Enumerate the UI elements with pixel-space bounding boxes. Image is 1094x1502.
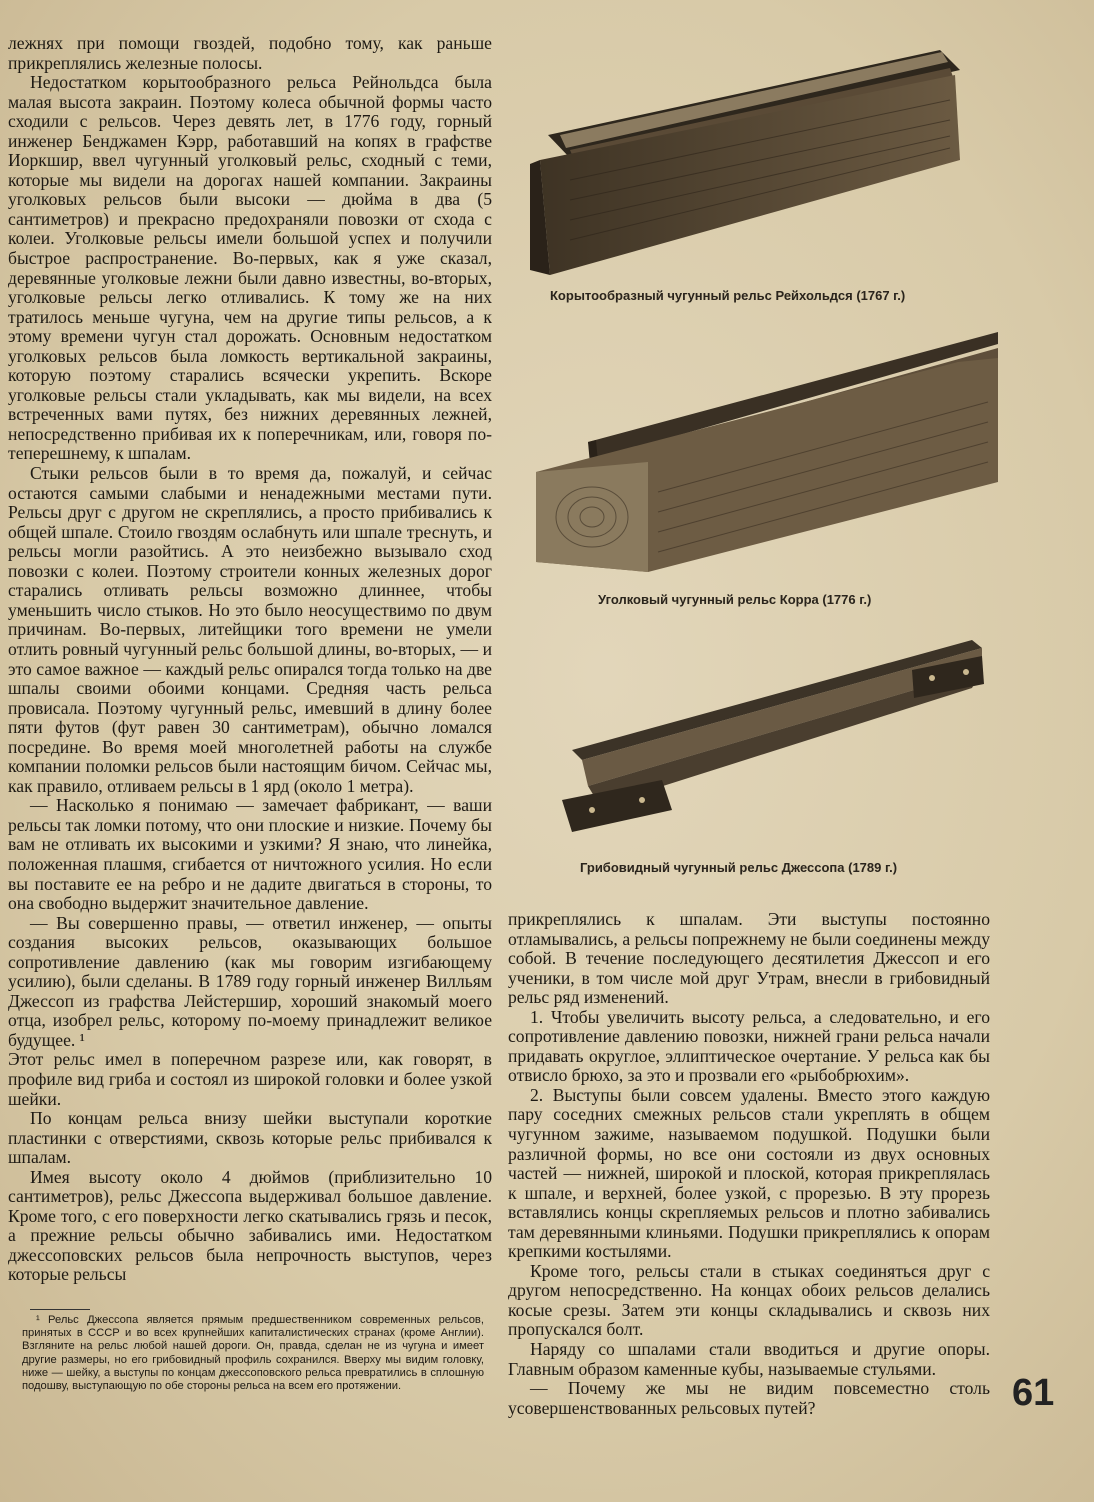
paragraph: Имея высоту около 4 дюймов (приблизительно 10 сантиметров), рельс Джессопа выдерживал большое давление. Кроме того, с его поверхности легко скатывались грязь и песок, а прежние рельсы обычно забивались ими. Недостатком джессоповских рельсов была непрочность выступов, через которые рельсы — [8, 1166, 492, 1285]
paragraph: — Почему же мы не видим повсеместно столь усовершенствованных рельсовых путей? — [508, 1378, 990, 1418]
figure-mushroom-rail — [552, 610, 1002, 850]
angle-rail-illustration — [528, 322, 1008, 582]
paragraph: — Насколько я понимаю — замечает фабрикант, — ваши рельсы так ломки потому, что они плоские и низкие. Почему бы вам не отливать их высокими и узкими? Я знаю, что линейка, положенная плашмя, сгибается от ничтожного усилия. Но если вы поставите ее на ребро и не дадите двигаться в стороны, то она свободно выдержит значительное давление. — [8, 795, 492, 914]
paragraph: Наряду со шпалами стали вводиться и другие опоры. Главным образом каменные кубы, называемые стульями. — [508, 1339, 990, 1379]
paragraph: лежнях при помощи гвоздей, подобно тому, как раньше прикреплялись железные полосы. — [8, 33, 492, 73]
left-text-column — [8, 34, 492, 1285]
paragraph: 1. Чтобы увеличить высоту рельса, а следовательно, и его сопротивление давлению повозки, нижней грани рельса начали придавать округлое, эллиптическое очертание. У рельса как бы отвисло брюхо, за это и прозвали его «рыбобрюхим». — [508, 1006, 990, 1086]
figure-caption: Грибовидный чугунный рельс Джессопа (1789 г.) — [580, 860, 898, 875]
footnote-block — [22, 1314, 484, 1393]
paragraph: прикреплялись к шпалам. Эти выступы постоянно отламывались, а рельсы попрежнему не были соединены между собой. В течение последующего десятилетия Джессоп и его ученики, в том числе мой друг Утрам, внесли в грибовидный рельс ряд изменений. — [508, 909, 990, 1008]
footnote-divider — [30, 1309, 90, 1310]
figure-trough-rail — [530, 40, 980, 280]
figure-angle-rail — [528, 322, 1008, 582]
paragraph: Стыки рельсов были в то время да, пожалуй, и сейчас остаются самыми слабыми и ненадежными местами пути. Рельсы друг с другом не скреплялись, а просто прибивались к общей шпале. Стоило гвоздям ослабнуть или шпале треснуть, и рельсы могли разойтись. А это неизбежно вызывало сход повозки с колеи. Поэтому строители конных железных дорог старались отливать рельсы возможно длиннее, чтобы уменьшить число стыков. Но это было неосуществимо по двум причинам. Во-первых, литейщики того времени не умели отлить ровный чугунный рельс большой длины, во-вторых, — и это самое важное — каждый рельс опирался тогда только на две шпалы своими обоими концами. Средняя часть рельса провисала. Поэтому чугунный рельс, имевший в длину более пяти футов (фут равен 30 сантиметрам), обычно ломался посредине. Во время моей многолетней работы на службе компании поломки рельсов были настоящим бичом. Сейчас мы, как правило, отливаем рельсы в 1 ярд (около 1 метра). — [8, 463, 492, 796]
page-number: 61 — [1012, 1372, 1055, 1414]
paragraph: — Вы совершенно правы, — ответил инженер, — опыты создания высоких рельсов, оказывающих большое сопротивление давлению (как мы говорим изгибающему усилию), были сделаны. В 1789 году горный инженер Вилльям Джессоп из графства Лейстершир, хороший знакомый моего отца, изобрел рельс, которому по-моему принадлежит великое будущее. ¹ — [8, 912, 492, 1050]
paragraph: Этот рельс имел в поперечном разрезе или, как говорят, в профиле вид гриба и состоял из широкой головки и более узкой шейки. — [8, 1049, 492, 1109]
paragraph: Кроме того, рельсы стали в стыках соединяться друг с другом непосредственно. На концах обоих рельсов делались косые срезы. Затем эти концы складывались и сквозь них пропускался болт. — [508, 1260, 990, 1340]
footnote: ¹ Рельс Джессопа является прямым предшественником современных рельсов, принятых в СССР и во всех крупнейших капиталистических странах (кроме Англии). Взгляните на рельс любой нашей дороги. Он, правда, сделан не из чугуна и имеет другие размеры, но его грибовидный профиль сохранился. Вверху мы видим головку, ниже — шейку, а выступы по концам джессоповского рельса превратились в сплошную подошву, выступающую по обе стороны рельса на всем его протяжении. — [22, 1314, 484, 1393]
paragraph: По концам рельса внизу шейки выступали короткие пластинки с отверстиями, сквозь которые рельс прибивался к шпалам. — [8, 1108, 492, 1168]
right-text-column — [508, 910, 990, 1418]
figure-caption: Уголковый чугунный рельс Корра (1776 г.) — [598, 592, 872, 607]
trough-rail-illustration — [530, 40, 980, 280]
paragraph: Недостатком корытообразного рельса Рейнольдса была малая высота закраин. Поэтому колеса обычной формы часто сходили с рельсов. Через девять лет, в 1776 году, горный инженер Бенджамен Кэрр, работавший на копях в графстве Иоркшир, ввел чугунный уголковый рельс, сходный с теми, которые мы видели на дорогах нашей компании. Закраины уголковых рельсов были высоки — дюйма в два (5 сантиметров) и прекрасно предохраняли повозки от схода с колеи. Уголковые рельсы имели большой успех и получили быстрое распространение. Во-первых, как я уже сказал, деревянные уголковые лежни были давно известны, во-вторых, уголковые рельсы легко отливались. К тому же на них тратилось меньше чугуна, чем на другие типы рельсов, а к этому времени чугун стал дорожать. Основным недостатком уголковых рельсов была ломкость вертикальной закраины, которую поэтому старались всячески укрепить. Вскоре уголковые рельсы стали укладывать, как мы видели, на всех встреченных вами путях, без нижних деревянных лежней, непосредственно прибивая их к поперечникам, или, говоря по-теперешнему, к шпалам. — [8, 72, 492, 464]
figure-caption: Корытообразный чугунный рельс Рейхольдся (1767 г.) — [550, 288, 906, 303]
mushroom-rail-illustration — [552, 610, 1002, 850]
paragraph: 2. Выступы были совсем удалены. Вместо этого каждую пару соседних смежных рельсов стали укреплять в общем чугунном зажиме, называемом подушкой. Подушки были различной формы, но все они состояли из двух основных частей — нижней, широкой и плоской, которая прикреплялась к шпале, и верхней, более узкой, с прорезью. В эту прорезь вставлялись концы скрепляемых рельсов и плотно забивались там деревянными клиньями. Подушки прикреплялись к опорам крепкими костылями. — [508, 1084, 990, 1262]
